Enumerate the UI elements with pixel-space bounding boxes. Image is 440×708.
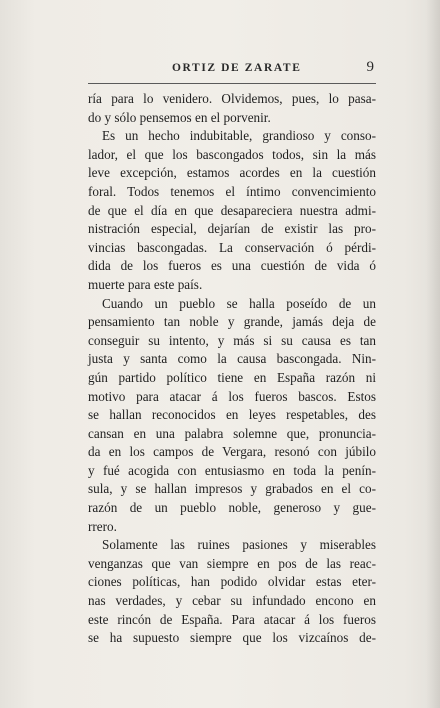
text-line: y fué acogida con entusiasmo en toda la penín- — [88, 462, 376, 478]
text-line: muerte para este país. — [88, 276, 203, 292]
text-line: foral. Todos tenemos el íntimo convencimiento — [88, 183, 376, 199]
page-header — [88, 59, 376, 80]
text-line: rrero. — [88, 518, 117, 534]
page-number: 9 — [366, 59, 374, 75]
text-line: venganzas que van siempre en pos de las reac- — [88, 555, 376, 571]
text-line: conseguir su intento, y más si su causa es tan — [88, 332, 376, 348]
text-line: este rincón de España. Para atacar á los fueros — [88, 611, 376, 627]
text-line: nas verdades, y cebar su infundado encono en — [88, 593, 376, 609]
text-line: nistración especial, dejarían de existir las pro- — [88, 221, 376, 237]
text-line: pensamiento tan noble y grande, jamás deja de — [88, 314, 376, 330]
text-line: ciones políticas, han podido olvidar estas eter- — [88, 574, 376, 590]
text-line: lador, el que los bascongados todos, sin la más — [88, 146, 376, 162]
running-title: ORTIZ DE ZARATE — [172, 62, 302, 74]
text-line: motivo para atacar á los fueros bascos. Estos — [88, 388, 376, 404]
text-line: leve excepción, estamos acordes en la cuestión — [88, 165, 376, 181]
text-line: da en los campos de Vergara, resonó con júbilo — [88, 444, 376, 460]
text-line: Cuando un pueblo se halla poseído de un — [102, 295, 376, 311]
text-line: se ha supuesto siempre que los vizcaínos de- — [88, 630, 376, 646]
text-line: Solamente las ruines pasiones y miserables — [102, 537, 376, 553]
text-line: ría para lo venidero. Olvidemos, pues, lo pasa- — [88, 91, 376, 106]
text-line: cansan en una palabra solemne que, pronuncia- — [88, 425, 376, 441]
body-text — [88, 90, 376, 648]
text-line: Es un hecho indubitable, grandioso y conso- — [102, 128, 376, 144]
text-line: gún partido político tiene en España razón ni — [88, 369, 376, 385]
text-line: razón de un pueblo noble, generoso y gue- — [88, 500, 376, 516]
text-line: de que el día en que desapareciera nuestra admi- — [88, 202, 376, 218]
text-line: dida de los fueros es una cuestión de vida ó — [88, 258, 376, 274]
header-rule — [88, 83, 376, 84]
text-line: se hallan reconocidos en leyes respetables, des — [88, 407, 376, 423]
text-line: do y sólo pensemos en el porvenir. — [88, 109, 271, 125]
text-line: sula, y se hallan impresos y grabados en el co- — [88, 481, 376, 497]
text-line: vincias bascongadas. La conservación ó pérdi- — [88, 239, 376, 255]
text-line: justa y santa como la causa bascongada. Nin- — [88, 351, 376, 367]
page-edge-shadow — [426, 0, 440, 708]
